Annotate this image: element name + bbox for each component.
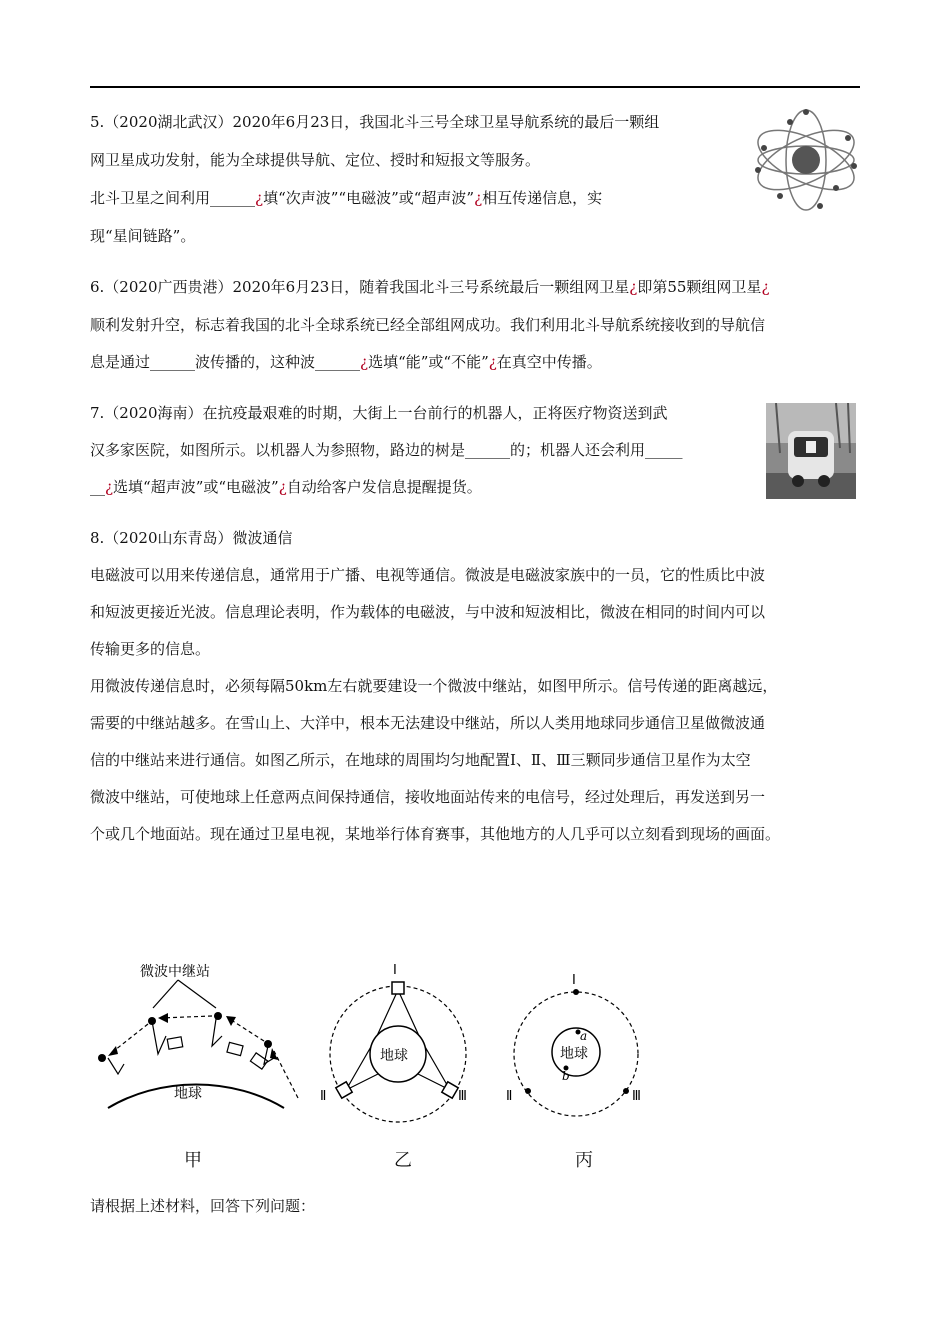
point-a-label: a xyxy=(580,1029,588,1043)
satellite-1-dot xyxy=(573,989,579,995)
q8-p2-line4: 微波中继站，可使地球上任意两点间保持通信，接收地面站传来的电信号，经过处理后，再发送到另一 xyxy=(90,788,766,806)
sat1-label-bing: Ⅰ xyxy=(572,973,576,988)
q7-line1: 7.（2020海南）在抗疫最艰难的时期，大街上一台前行的机器人，正将医疗物资送到武 xyxy=(90,404,668,422)
q8-prompt: 请根据上述材料，回答下列问题： xyxy=(90,1197,316,1215)
sat2-label-yi: Ⅱ xyxy=(320,1089,327,1104)
earth-label-jia: 地球 xyxy=(174,1086,202,1102)
figure-bing-orbit xyxy=(500,960,660,1132)
caption-yi: 乙 xyxy=(394,1150,412,1171)
earth-label-yi: 地球 xyxy=(380,1048,408,1064)
q7-line2: 汉多家医院，如图所示。以机器人为参照物，路边的树是______的；机器人还会利用_____ xyxy=(90,441,683,459)
header-rule xyxy=(90,86,860,88)
q8-p2-line1: 用微波传递信息时，必须每隔50km左右就要建设一个微波中继站，如图甲所示。信号传递的距离越远， xyxy=(90,677,778,695)
delivery-robot-photo xyxy=(766,403,856,499)
q8-p2-line2: 需要的中继站越多。在雪山上、大洋中，根本无法建设中继站，所以人类用地球同步通信卫星做微波通 xyxy=(90,714,766,732)
figure-yi-three-satellites xyxy=(316,960,486,1132)
sat1-label-yi: Ⅰ xyxy=(393,963,397,978)
q6-line2: 顺利发射升空，标志着我国的北斗全球系统已经全部组网成功。我们利用北斗导航系统接收到的导航信 xyxy=(90,316,766,334)
q8-title: 8.（2020山东青岛）微波通信 xyxy=(90,529,293,547)
satellite-3-dot xyxy=(623,1088,629,1094)
q5-line4: 现“星间链路”。 xyxy=(90,227,196,245)
satellite-3-icon xyxy=(442,1082,458,1098)
q8-p1-line2: 和短波更接近光波。信息理论表明，作为载体的电磁波，与中波和短波相比，微波在相同的时间内可以 xyxy=(90,603,766,621)
earth-label-bing: 地球 xyxy=(560,1046,588,1062)
q8-p1-line1: 电磁波可以用来传递信息，通常用于广播、电视等通信。微波是电磁波家族中的一员，它的性质比中波 xyxy=(90,566,766,584)
caption-bing: 丙 xyxy=(575,1150,593,1171)
q5-line2: 网卫星成功发射，能为全球提供导航、定位、授时和短报文等服务。 xyxy=(90,151,541,169)
q8-p2-line3: 信的中继站来进行通信。如图乙所示，在地球的周围均匀地配置Ⅰ、Ⅱ、Ⅲ三颗同步通信卫星作为太空 xyxy=(90,751,751,769)
figure-jia-relay-stations xyxy=(88,956,308,1116)
sat3-label-yi: Ⅲ xyxy=(458,1089,467,1104)
q8-p1-line3: 传输更多的信息。 xyxy=(90,640,211,658)
q5-line3: 北斗卫星之间利用______¿填“次声波”“电磁波”或“超声波”¿相互传递信息，实 xyxy=(90,189,603,207)
q8-p2-line5: 个或几个地面站。现在通过卫星电视，某地举行体育赛事，其他地方的人几乎可以立刻看到现场的画面。 xyxy=(90,825,781,843)
relay-station-label: 微波中继站 xyxy=(140,964,210,980)
satellite-orbit-illustration xyxy=(750,108,862,212)
sat2-label-bing: Ⅱ xyxy=(506,1089,513,1104)
point-b-label: b xyxy=(562,1069,570,1083)
q6-line3: 息是通过______波传播的，这种波______¿选填“能”或“不能”¿在真空中传播。 xyxy=(90,353,602,371)
caption-jia: 甲 xyxy=(184,1150,202,1171)
sat3-label-bing: Ⅲ xyxy=(632,1089,641,1104)
q5-line1: 5.（2020湖北武汉）2020年6月23日，我国北斗三号全球卫星导航系统的最后一颗组 xyxy=(90,113,660,131)
q6-line1: 6.（2020广西贵港）2020年6月23日，随着我国北斗三号系统最后一颗组网卫星¿即第55颗组网卫星¿ xyxy=(90,278,770,296)
satellite-2-dot xyxy=(525,1088,531,1094)
satellite-1-icon xyxy=(392,982,404,994)
q7-line3: __¿选填“超声波”或“电磁波”¿自动给客户发信息提醒提货。 xyxy=(90,478,482,496)
